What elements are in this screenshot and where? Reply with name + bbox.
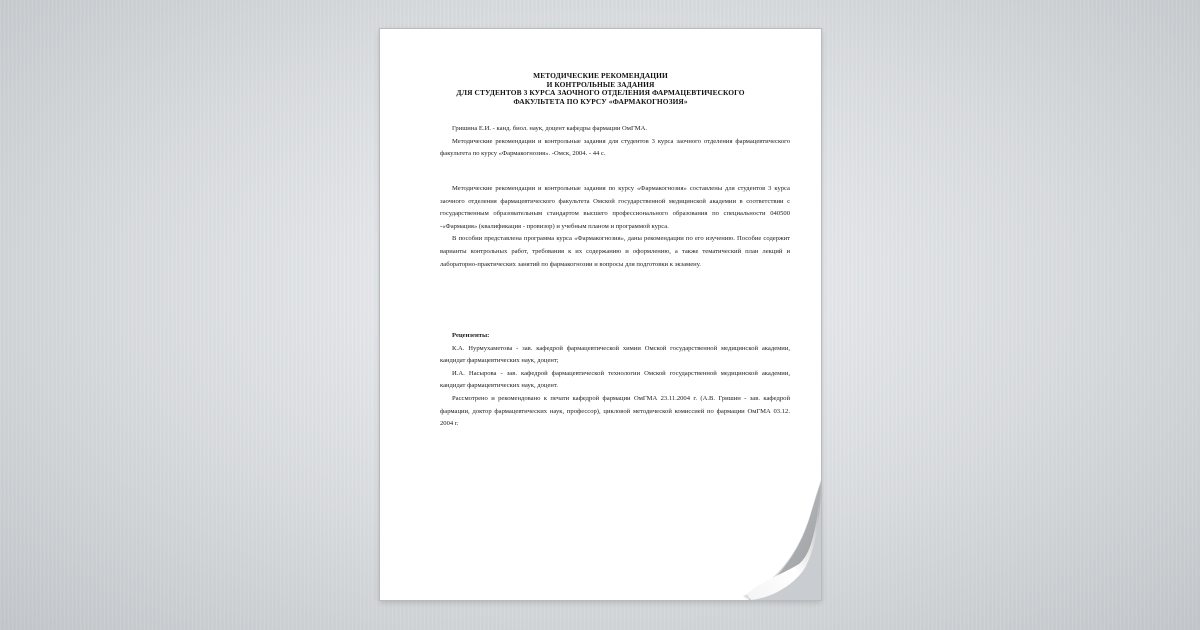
reviewer-entry: К.А. Нурмухаметова - зав. кафедрой фармацевтической химии Омской государственной медицинской академии, кандидат фармацевтических наук, доцент; xyxy=(440,344,790,365)
abstract-paragraph: В пособии представлена программа курса «Фармакогнозия», даны рекомендации по его изучению. Пособие содержит варианты контрольных работ, требования к их содержанию и оформлению, а также тематический план лекций и лабораторно-практических занятий по фармакогнозии и вопросы для подготовки к экзамену. xyxy=(440,235,790,268)
approval-text: Рассмотрено и рекомендовано к печати кафедрой фармации ОмГМА 23.11.2004 г. (А.В. Гришин - зав. кафедрой фармации, доктор фармацевтических наук, профессор), цикловой методической комиссией по фармации ОмГМА 03.12. 2004 г. xyxy=(440,394,790,428)
title-line: МЕТОДИЧЕСКИЕ РЕКОМЕНДАЦИИ xyxy=(533,71,668,80)
document-title xyxy=(420,72,781,106)
author-line: Гришина Е.И. - канд. биол. наук, доцент кафедры фармации ОмГМА. xyxy=(452,125,647,132)
reviewers-heading: Рецензенты: xyxy=(452,332,490,339)
reviewer-entry: И.А. Насырова - зав. кафедрой фармацевтической технологии Омской государственной медицинской академии, кандидат фармацевтических наук, доцент. xyxy=(440,369,790,390)
document-page xyxy=(380,29,821,600)
title-line: ФАКУЛЬТЕТА ПО КУРСУ «ФАРМАКОГНОЗИЯ» xyxy=(513,96,688,106)
title-line: ДЛЯ СТУДЕНТОВ 3 КУРСА ЗАОЧНОГО ОТДЕЛЕНИЯ ФАРМАЦЕВТИЧЕСКОГО xyxy=(456,88,745,98)
title-line: И КОНТРОЛЬНЫЕ ЗАДАНИЯ xyxy=(546,79,655,89)
author-block xyxy=(440,123,790,161)
abstract-block xyxy=(440,183,790,271)
citation-text: Методические рекомендации и контрольные задания для студентов 3 курса заочного отделения фармацевтического факультета по курсу «Фармакогнозия». -Омск, 2004. - 44 с. xyxy=(440,137,790,158)
reviewers-block xyxy=(440,330,790,431)
page-curl-icon xyxy=(741,480,821,600)
abstract-paragraph: Методические рекомендации и контрольные задания по курсу «Фармакогнозия» составлены для студентов 3 курса заочного отделения фармацевтического факультета Омской государственной медицинской академии в соответствии с государственным образовательным стандартом высшего профессионального образования по специальности 040500 -«Фармация» (квалификация - провизор) и учебным планом и программой курса. xyxy=(440,185,790,230)
